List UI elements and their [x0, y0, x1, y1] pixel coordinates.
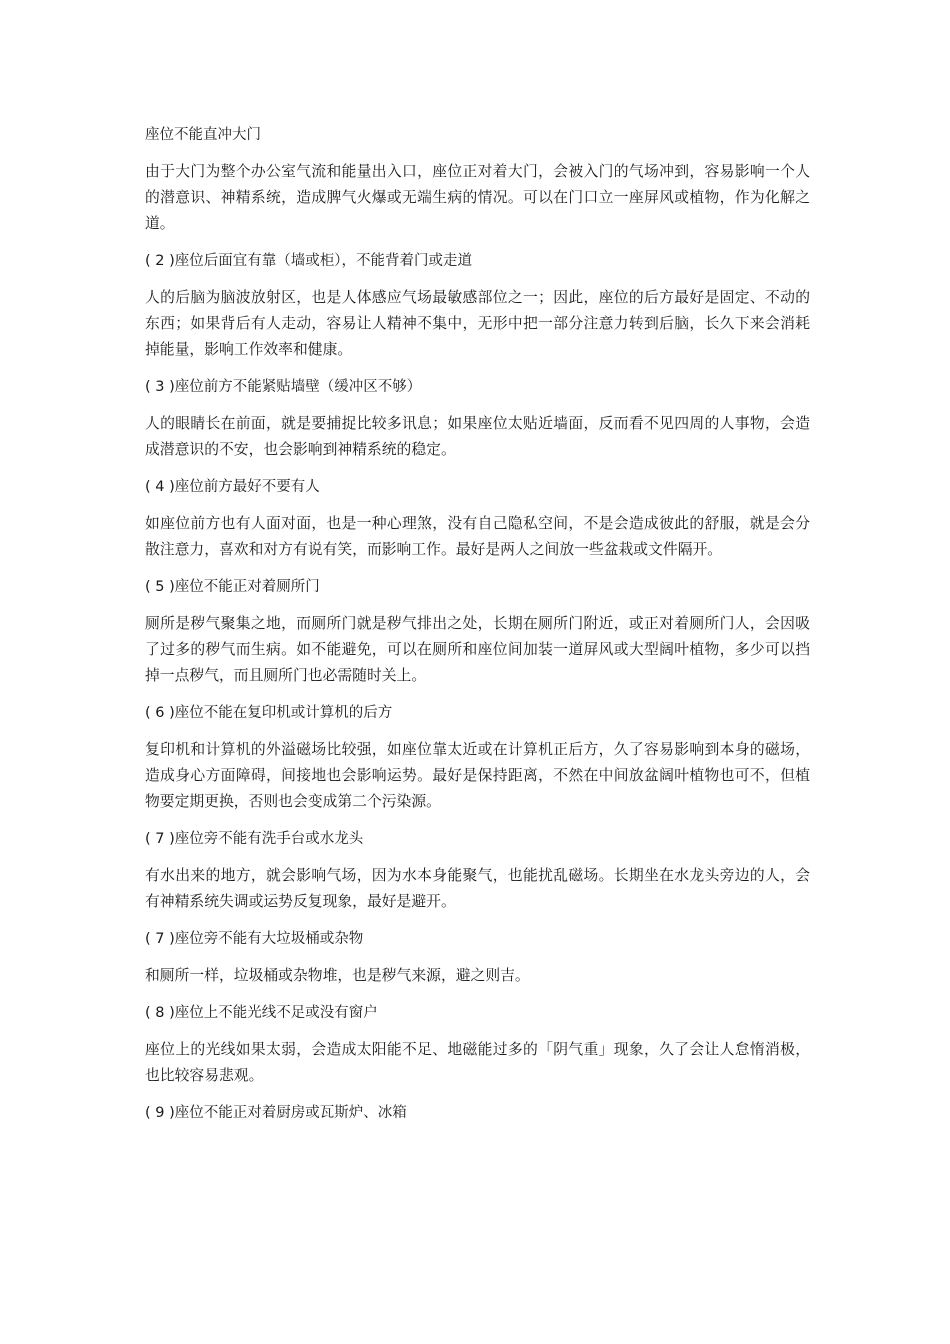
section-2-heading: ( 2 )座位后面宜有靠（墙或柜），不能背着门或走道: [145, 253, 473, 269]
section-7-body: 有水出来的地方，就会影响气场，因为水本身能聚气，也能扰乱磁场。长期坐在水龙头旁边的人，会有神精系统失调或运势反复现象，最好是避开。: [145, 867, 810, 910]
section-5-heading: ( 5 )座位不能正对着厕所门: [145, 579, 320, 595]
section-8-body: 和厕所一样，垃圾桶或杂物堆，也是秽气来源，避之则吉。: [145, 967, 530, 984]
section-6-heading: ( 6 )座位不能在复印机或计算机的后方: [145, 705, 393, 721]
section-6-body: 复印机和计算机的外溢磁场比较强，如座位靠太近或在计算机正后方，久了容易影响到本身的磁场，造成身心方面障碍，间接地也会影响运势。最好是保持距离，不然在中间放盆阔叶植物也可不，但植物要定期更换，否则也会变成第二个污染源。: [145, 741, 810, 810]
section-9-heading: ( 8 )座位上不能光线不足或没有窗户: [145, 1005, 378, 1021]
section-3-heading: ( 3 )座位前方不能紧贴墙壁（缓冲区不够）: [145, 379, 422, 395]
section-4-heading: ( 4 )座位前方最好不要有人: [145, 479, 320, 495]
section-9-body: 座位上的光线如果太弱，会造成太阳能不足、地磁能过多的「阴气重」现象，久了会让人怠惰消极，也比较容易悲观。: [145, 1041, 810, 1084]
section-7-heading: ( 7 )座位旁不能有洗手台或水龙头: [145, 831, 364, 847]
document-title: 座位不能直冲大门: [145, 127, 261, 143]
section-1-body: 由于大门为整个办公室气流和能量出入口，座位正对着大门，会被入门的气场冲到，容易影响一个人的潜意识、神精系统，造成脾气火爆或无端生病的情况。可以在门口立一座屏风或植物，作为化解之道。: [145, 163, 810, 232]
section-5-body: 厕所是秽气聚集之地，而厕所门就是秽气排出之处，长期在厕所门附近，或正对着厕所门人，会因吸了过多的秽气而生病。如不能避免，可以在厕所和座位间加装一道屏风或大型阔叶植物，多少可以挡掉一点秽气，而且厕所门也必需随时关上。: [145, 615, 810, 684]
section-10-heading: ( 9 )座位不能正对着厨房或瓦斯炉、冰箱: [145, 1105, 407, 1121]
document-page: [145, 122, 810, 1137]
section-3-body: 人的眼睛长在前面，就是要捕捉比较多讯息；如果座位太贴近墙面，反而看不见四周的人事物，会造成潜意识的不安，也会影响到神精系统的稳定。: [145, 415, 810, 458]
section-8-heading: ( 7 )座位旁不能有大垃圾桶或杂物: [145, 931, 364, 947]
section-4-body: 如座位前方也有人面对面，也是一种心理煞，没有自己隐私空间，不是会造成彼此的舒服，就是会分散注意力，喜欢和对方有说有笑，而影响工作。最好是两人之间放一些盆栽或文件隔开。: [145, 515, 810, 558]
section-2-body: 人的后脑为脑波放射区，也是人体感应气场最敏感部位之一；因此，座位的后方最好是固定、不动的东西；如果背后有人走动，容易让人精神不集中，无形中把一部分注意力转到后脑，长久下来会消耗掉能量，影响工作效率和健康。: [145, 289, 810, 358]
